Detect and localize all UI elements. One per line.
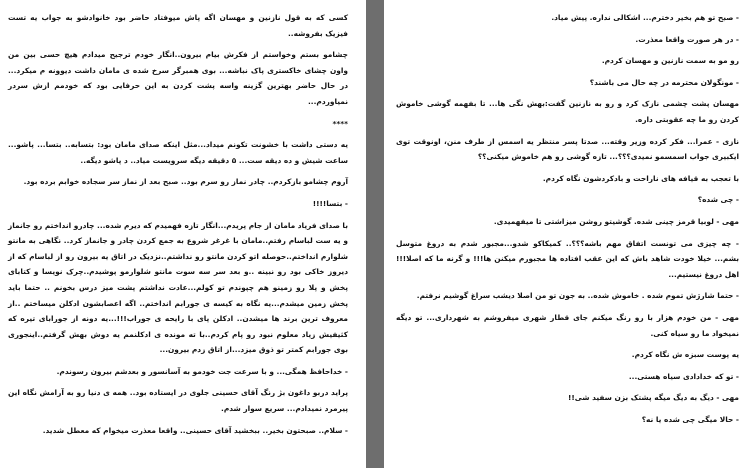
- paragraph: یه دستی داشت با خشونت تکونم میداد...مثل اینکه صدای مامان بود: بتسابه.. بتسا... پاشو... ساعت شیش و ده دیقه ست... ۵ دقیقه دیگه سرویست میاد.. د پاشو دیگه..: [8, 140, 348, 165]
- paragraph: - چی شده؟: [697, 195, 739, 205]
- paragraph: آروم چشامو بازکردم.. چادر نماز رو سرم بود.. صبح بعد از نماز سر سجاده خوابم برده بود.: [23, 177, 348, 187]
- left-page: [0, 0, 366, 468]
- paragraph: با صدای فریاد مامان از جام پریدم...انگار تازه فهمیدم که دیرم شده... چادرو انداختم رو جانماز و یه ست لباسام رفتم..مامان با غرغر شروع به جمع کردن چادر و جانماز کرد.. نگاهی به مانتو شلوارم انداختم..حوصله اتو کردن مانتو رو نداشتم..نزدیک در اتاق یه بیرون رو از لباسام که از دیروز خاکی بود رو نبینه ..و بعد سر سه سوت مانتو شلوارمو پوشیدم..چرک نویسا و کتابای پخش و پلا رو زمینو هم چپوندم تو کولم...عادت نداشتم پشت میز درس بخونم .. حتما باید پخش زمین میشدم...یه نگاه به کیسه ی جورابم انداختم.. اگه اعصابشون ادکلن میساختم ..از معروف ترین برند ها میشدن.. ادکلن پای با رایحه ی جوراب!!!...یه دونه از جورابای تیره که کثیفیش زیاد معلوم نبود رو پام کردم..با ته مونده ی ادکلنمم یه دوش بهش گرفتم..اینجوری بوی جورابم کمتر تو ذوق میزد...از اتاق زدم بیرون...: [8, 220, 348, 355]
- paragraph: مهسان پشت چشمی نازک کرد و رو به نازنین گفت:بهش نگی ها... تا بفهمه گوشی خاموش کردن رو ما چه عقوبتی داره.: [396, 99, 739, 124]
- paragraph: - صبح تو هم بخیر دخترم... اشکالی نداره. پیش میاد.: [551, 13, 739, 22]
- paragraph: رو مو به سمت نازنین و مهسان کردم.: [601, 56, 739, 66]
- right-page: [384, 0, 751, 468]
- paragraph: مهی - من خودم هزار با رو رنگ میکنم جای قطار شهری میفروشم به شهرداری... تو دیگه نمیخواد ما رو سیاه کنی.: [396, 312, 739, 338]
- section-separator: ****: [332, 118, 348, 128]
- paragraph: کسی که به قول نازنین و مهسان اگه پاش میوفتاد حاضر بود خانوادشو به جواب یه تست فیزیک بفروشه..: [8, 13, 348, 38]
- paragraph: مهی - لوبیا قرمز چینی شده. گوشیتو روشن میزاشتی تا میفهمیدی.: [493, 216, 739, 226]
- paragraph: چشامو بستم وخواستم از فکرش بیام بیرون..انگار خودم ترجیح میدادم هیچ حسی بین من واون چشای خاکستری پاک نباشه... بوی همبرگر سرخ شده ی مامان داشت دیوونه م میکرد... در حال حاضر بهترین گزینه واسه پشت کردن به این حرفایی بود که خودمم ازش سردر نمیاوردم...: [8, 50, 348, 106]
- paragraph: - حتما شارژش تموم شده . خاموش شده.. به جون تو من اصلا دیشب سراغ گوشیم نرفتم.: [416, 291, 739, 301]
- paragraph: پراید دربو داغون بژ رنگ آقای حسینی جلوی در ایستاده بود.. همه ی دنیا رو به آرامش نگاه این پیرمرد نمیدادم... سریع سوار شدم.: [8, 388, 348, 414]
- paragraph: - در هر صورت واقعا معذرت.: [635, 34, 739, 44]
- paragraph: - سلام.. صبحتون بخیر.. ببخشید آقای حسینی.. واقعا معذرت میخوام که معطل شدید.: [42, 425, 348, 435]
- paragraph: - حالا میگی چی شده یا نه؟: [641, 414, 739, 424]
- paragraph: - تو که خدادادی سیاه هستی...: [628, 371, 739, 381]
- paragraph: مهی - دیگ به دیگ میگه پشتک بزن سفید شی!!: [568, 393, 739, 403]
- paragraph: - خداحافظ همگی... و با سرعت جت خودمو به آسانسور و بعدشم بیرون رسوندم.: [56, 366, 348, 376]
- paragraph: - چه چیزی می تونست اتفاق مهم باشه؟؟؟.. کمیکاکو شدو...مجبور شدم به دروغ متوسل بشم... خیلا خودت شاهد باش که این عقب افتاده ها مجبورم میکنن ها!!! و گرنه ما که اصلا!!! اهل دروغ نیستیم...: [396, 238, 739, 279]
- paragraph: یه پوست سبزه ش نگاه کردم.: [631, 350, 739, 360]
- paragraph: - مونگولان محترمه در چه حال می باشند؟: [589, 77, 739, 87]
- paragraph: با تعجب به قیافه های ناراحت و بادکردشون نگاه کردم.: [542, 173, 739, 183]
- paragraph: - بتسا!!!!: [312, 198, 348, 208]
- paragraph: نازی - عمرا... فکر کرده وزیر وقته... صدتا پسر منتظر یه اسمس از طرف منن، اونوقت توی ایکبیری جواب اسمسمو نمیدی؟؟؟... تازه گوشی رو هم خاموش میکنی؟؟: [396, 136, 739, 162]
